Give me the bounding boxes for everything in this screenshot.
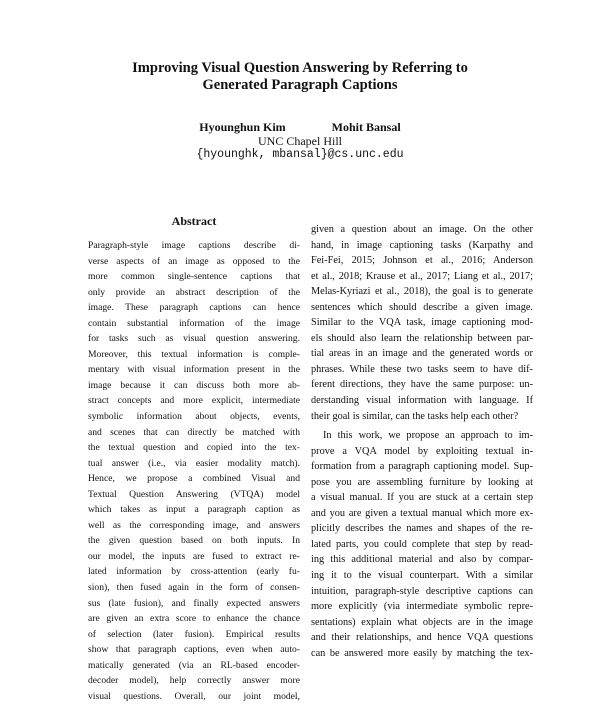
- text-line: only provide an abstract description of the: [88, 286, 300, 298]
- text-line: and their relationships, and hence VQA questions: [311, 632, 533, 644]
- text-line: et al., 2018; Krause et al., 2017; Liang et al., 2017;: [311, 270, 533, 282]
- text-line: tual answer (i.e., via easier modality match).: [88, 457, 300, 469]
- text-line: Similar to the VQA task, image captioning mod-: [311, 317, 533, 329]
- text-line: given a question about an image. On the other: [311, 224, 533, 235]
- text-line: the given question based on both inputs. In: [88, 535, 300, 547]
- text-line: which takes as input a paragraph caption as: [88, 504, 300, 516]
- text-line: mentary with visual information present in the: [88, 364, 300, 376]
- title-line-2: Generated Paragraph Captions: [202, 77, 398, 93]
- text-line: can be answered more easily by matching the tex-: [311, 647, 533, 659]
- affiliation: UNC Chapel Hill: [258, 134, 342, 148]
- text-line: ing it to the visual counterpart. With a similar: [311, 570, 533, 582]
- text-line: pose you are assembling furniture by looking at: [311, 476, 533, 488]
- text-line: Textual Question Answering (VTQA) model: [88, 488, 300, 500]
- text-line: matically generated (via an RL-based encoder-: [88, 659, 300, 671]
- text-line: show that paragraph captions, even when auto-: [88, 644, 300, 656]
- text-line: prove a VQA model by exploiting textual in-: [311, 445, 533, 457]
- text-line: decoder model), help correctly answer more: [88, 675, 300, 687]
- text-line: image. These paragraph captions can hence: [88, 302, 300, 314]
- text-line: for tasks such as visual question answering.: [88, 333, 300, 345]
- body-paragraph-2: [311, 428, 533, 661]
- text-line: and scenes that can directly be matched with: [88, 426, 300, 438]
- text-line: sentences which should describe a given image.: [311, 301, 533, 313]
- text-line: sentations) explain what objects are in the image: [311, 616, 533, 628]
- text-line: Paragraph-style image captions describe di-: [88, 240, 300, 251]
- text-line: the textual question and copied into the tex-: [88, 442, 300, 454]
- text-line: verse aspects of an image as opposed to the: [88, 255, 300, 267]
- text-line: visual questions. Overall, our joint model,: [88, 690, 300, 702]
- text-line: In this work, we propose an approach to im-: [323, 430, 533, 442]
- text-line: Moreover, this textual information is comple-: [88, 348, 300, 360]
- text-line: ferent directions, they have the same purpose: un-: [311, 379, 533, 391]
- author-email: {hyounghk, mbansal}@cs.unc.edu: [196, 148, 404, 161]
- text-line: plicitly describes the names and shapes of the re-: [311, 523, 533, 535]
- abstract-heading: Abstract: [171, 214, 217, 228]
- text-line: a visual manual. If you are stuck at a certain step: [311, 492, 533, 504]
- text-line: more common single-sentence captions that: [88, 271, 300, 283]
- text-line: tial areas in an image and the generated words or: [311, 348, 533, 360]
- author-name-2: Mohit Bansal: [331, 120, 401, 134]
- text-line: Fei-Fei, 2015; Johnson et al., 2016; Anderson: [311, 255, 533, 267]
- text-line: hand, in image captioning tasks (Karpathy and: [311, 239, 533, 251]
- text-line: intuition, paragraph-style descriptive captions can: [311, 585, 533, 597]
- text-line: derstanding visual information with language. If: [311, 395, 533, 407]
- text-line: our model, the inputs are fused to extract re-: [88, 550, 300, 562]
- text-line: lated parts, you could complete that step by read-: [311, 538, 533, 550]
- text-line: contain substantial information of the image: [88, 317, 300, 329]
- intro-column: [311, 222, 533, 661]
- text-line: are given an extra score to enhance the chance: [88, 613, 300, 625]
- text-line: lated information by cross-attention (early fu-: [88, 566, 300, 578]
- text-line: ing this additional material and also by compar-: [311, 554, 533, 566]
- text-line: more explicitly (via intermediate symbolic repre-: [311, 601, 533, 613]
- abstract-text: [88, 238, 300, 704]
- title-line-1: Improving Visual Question Answering by Referring to: [132, 60, 468, 76]
- paper-title: [60, 60, 540, 94]
- text-line: of selection (later fusion). Empirical results: [88, 628, 300, 640]
- text-line: phrases. While these two tasks seem to have dif-: [311, 363, 533, 375]
- text-line: their goal is similar, can the tasks help each other?: [311, 410, 519, 422]
- text-line: els should also learn the relationship between par-: [311, 332, 533, 344]
- author-block: [0, 120, 600, 162]
- text-line: and you are given a textual manual which more ex-: [311, 507, 533, 519]
- text-line: image because it can discuss both more ab-: [88, 379, 300, 391]
- abstract-section: [88, 214, 300, 704]
- text-line: Hence, we propose a combined Visual and: [88, 473, 300, 485]
- text-line: Melas-Kyriazi et al., 2018), the goal is to generate: [311, 286, 533, 298]
- text-line: sus (late fusion), and finally expected answers: [88, 597, 300, 609]
- text-line: formation from a paragraph captioning model. Sup-: [311, 461, 533, 473]
- text-line: stract concepts and more explicit, intermediate: [88, 395, 300, 407]
- text-line: well as the corresponding image, and answers: [88, 519, 300, 531]
- author-names: [0, 120, 600, 134]
- text-line: symbolic information about objects, events,: [88, 411, 300, 423]
- author-name-1: Hyounghun Kim: [199, 120, 286, 134]
- text-line: sion), then fused again in the form of consen-: [88, 582, 300, 594]
- body-paragraph-1: [311, 222, 533, 424]
